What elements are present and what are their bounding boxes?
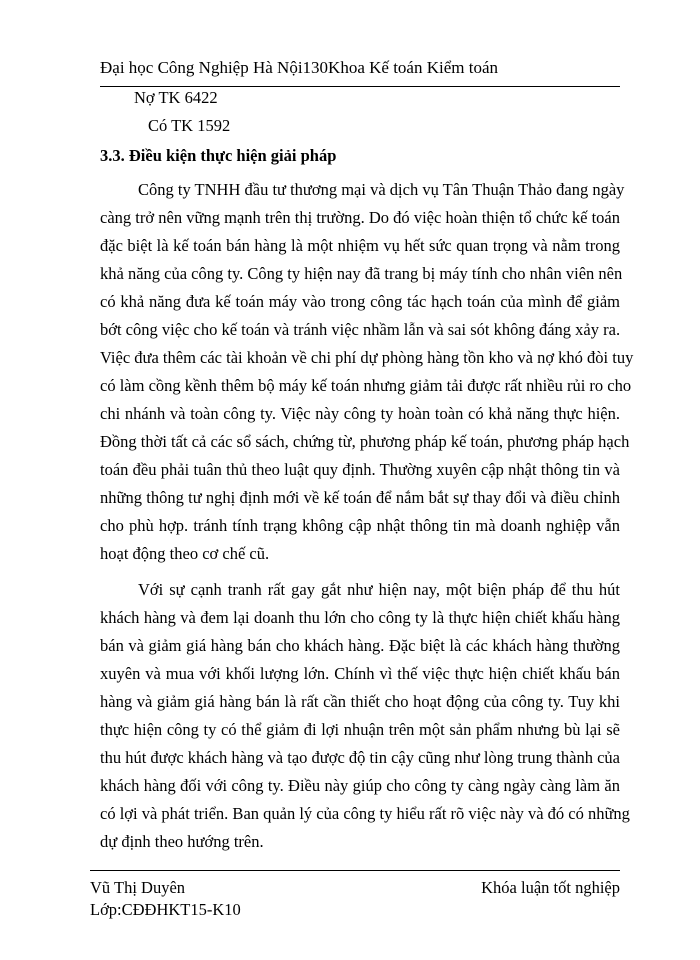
paragraph-line: Việc đưa thêm các tài khoản về chi phí dự phòng hàng tồn kho và nợ khó đòi tuy xyxy=(100,348,634,367)
paragraph-line: khách hàng đối với công ty. Điều này giúp cho công ty càng ngày càng làm ăn xyxy=(100,776,620,795)
paragraph-line: Đồng thời tất cả các sổ sách, chứng từ, phương pháp kế toán, phương pháp hạch xyxy=(100,432,630,451)
debit-entry: Nợ TK 6422 xyxy=(134,88,218,107)
paragraph-line: bán và giảm giá hàng bán cho khách hàng. Đặc biệt là các khách hàng thường xyxy=(100,636,620,655)
paragraph-line: có khả năng đưa kế toán máy vào trong công tác hạch toán của mình để giảm xyxy=(100,292,620,311)
paragraph-line: thu hút được khách hàng và tạo được độ tin cậy cũng như lòng trung thành của xyxy=(100,748,620,767)
paragraph-line: khả năng của công ty. Công ty hiện nay đã trang bị máy tính cho nhân viên nên xyxy=(100,264,623,283)
page-body xyxy=(100,84,634,856)
paragraph-line: toán đều phải tuân thủ theo luật quy định. Thường xuyên cập nhật thông tin và xyxy=(100,460,620,479)
paragraph-line: đặc biệt là kế toán bán hàng là một nhiệm vụ hết sức quan trọng và nằm trong xyxy=(100,236,620,255)
paragraph-line: chi nhánh và toàn công ty. Việc này công ty hoàn toàn có khả năng thực hiện. xyxy=(100,404,620,423)
paragraph-line: hàng và giảm giá hàng bán là rất cần thiết cho hoạt động của công ty. Tuy khi xyxy=(100,692,620,711)
footer-row xyxy=(90,877,620,899)
paragraph-line: xuyên và mua với khối lượng lớn. Chính vì thế việc thực hiện chiết khấu bán xyxy=(100,664,620,683)
paragraph-line: bớt công việc cho kế toán và tránh việc nhầm lẫn và sai sót không đáng xảy ra. xyxy=(100,320,621,339)
document-type: Khóa luận tốt nghiệp xyxy=(481,878,620,897)
paragraph-line: thực hiện công ty có thể giảm đi lợi nhuận trên một sản phẩm nhưng bù lại sẽ xyxy=(100,720,620,739)
credit-entry: Có TK 1592 xyxy=(148,116,231,135)
section-heading: 3.3. Điều kiện thực hiện giải pháp xyxy=(100,146,337,165)
paragraph-line: cho phù hợp. tránh tính trạng không cập nhật thông tin mà doanh nghiệp vẫn xyxy=(100,516,620,535)
paragraph-line: khách hàng và đem lại doanh thu lớn cho công ty là thực hiện chiết khấu hàng xyxy=(100,608,620,627)
paragraph-line: những thông tư nghị định mới về kế toán để nắm bắt sự thay đổi và điều chỉnh xyxy=(100,488,620,507)
header-text: Đại học Công Nghiệp Hà Nội130Khoa Kế toán Kiểm toán xyxy=(100,58,498,77)
paragraph-1 xyxy=(100,176,634,568)
page-header xyxy=(100,50,620,87)
paragraph-line: Với sự cạnh tranh rất gay gắt như hiện nay, một biện pháp để thu hút xyxy=(138,580,620,599)
page-footer xyxy=(90,870,620,921)
paragraph-line: dự định theo hướng trên. xyxy=(100,832,264,851)
paragraph-line: càng trở nên vững mạnh trên thị trường. Do đó việc hoàn thiện tổ chức kế toán xyxy=(100,208,620,227)
paragraph-line: Công ty TNHH đầu tư thương mại và dịch vụ Tân Thuận Thảo đang ngày xyxy=(138,180,625,199)
paragraph-line: hoạt động theo cơ chế cũ. xyxy=(100,544,270,563)
class-label: Lớp:CĐĐHKT15-K10 xyxy=(90,900,241,919)
paragraph-line: có làm cồng kềnh thêm bộ máy kế toán nhưng giảm tải được rất nhiều rủi ro cho xyxy=(100,376,632,395)
paragraph-2 xyxy=(100,576,630,856)
author-name: Vũ Thị Duyên xyxy=(90,878,186,897)
paragraph-line: có lợi và phát triển. Ban quản lý của công ty hiểu rất rõ việc này và đó có những xyxy=(100,804,630,823)
